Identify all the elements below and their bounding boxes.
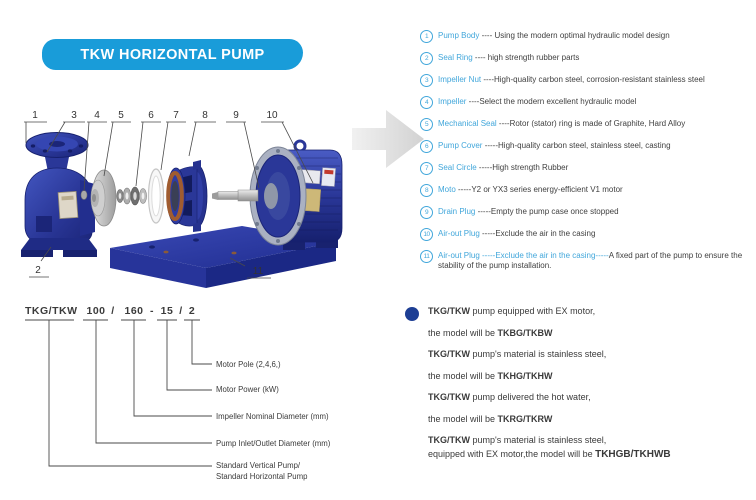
note-line: TKG/TKW pump equipped with EX motor, bbox=[428, 306, 596, 316]
circled-number: 11 bbox=[420, 250, 433, 263]
model-code-sep2: - bbox=[150, 305, 154, 317]
model-code-power: 15 bbox=[160, 305, 174, 317]
part-description: -----Exclude the air in the casing bbox=[479, 229, 596, 238]
part-description: ---- Using the modern optimal hydraulic model design bbox=[479, 31, 670, 40]
callout-number-4: 4 bbox=[94, 110, 100, 121]
note-line: the model will be TKHG/TKHW bbox=[428, 370, 553, 381]
part-description: ----Select the modern excellent hydraulic model bbox=[466, 97, 637, 106]
part-name: Pump Cover bbox=[438, 141, 483, 150]
mechanical-seal-illustration bbox=[117, 187, 147, 205]
callout-number-8: 8 bbox=[202, 110, 208, 121]
part-name: Drain Plug bbox=[438, 207, 476, 216]
pump-cover-illustration bbox=[167, 160, 207, 232]
part-description: ----Rotor (stator) ring is made of Graphite, Hard Alloy bbox=[496, 119, 686, 128]
note-line: TKG/TKW pump's material is stainless steel, bbox=[428, 349, 607, 359]
callout-number-7: 7 bbox=[173, 110, 179, 121]
label-motor-power: Motor Power (kW) bbox=[216, 385, 279, 394]
circled-number: 8 bbox=[420, 184, 433, 197]
circled-number: 9 bbox=[420, 206, 433, 219]
list-item bbox=[420, 119, 754, 131]
model-code-series: TKG/TKW bbox=[25, 305, 78, 317]
list-item bbox=[420, 185, 754, 197]
note-line: TKG/TKW pump's material is stainless steel, bbox=[428, 435, 607, 445]
part-description: ---- high strength rubber parts bbox=[472, 53, 580, 62]
circled-number: 1 bbox=[420, 30, 433, 43]
part-name: Impeller bbox=[438, 97, 467, 106]
part-name: Impeller Nut bbox=[438, 75, 482, 84]
part-name: Air-out Plug bbox=[438, 229, 480, 238]
part-description: -----Empty the pump case once stopped bbox=[475, 207, 619, 216]
part-description: -----Y2 or YX3 series energy-efficient V1 motor bbox=[455, 185, 623, 194]
circled-number: 4 bbox=[420, 96, 433, 109]
part-description: A fixed part of the pump to ensure the stability of the pump installation. bbox=[438, 251, 743, 270]
list-item bbox=[420, 31, 754, 43]
callout-number-5: 5 bbox=[118, 110, 124, 121]
model-code-sep1: / bbox=[111, 305, 115, 317]
circled-number: 2 bbox=[420, 52, 433, 65]
callout-number-9: 9 bbox=[233, 110, 239, 121]
list-item bbox=[420, 53, 754, 65]
label-motor-pole: Motor Pole (2,4,6,) bbox=[216, 360, 281, 369]
model-code-inlet: 100 bbox=[86, 305, 106, 317]
model-code-pole: 2 bbox=[188, 305, 196, 317]
part-description: -----High strength Rubber bbox=[476, 163, 569, 172]
label-pump-type-1: Standard Vertical Pump/ bbox=[216, 461, 301, 470]
part-name: Seal Ring bbox=[438, 53, 473, 62]
list-item bbox=[420, 163, 754, 175]
list-item bbox=[420, 251, 754, 271]
bullet-icon bbox=[405, 307, 419, 321]
part-description: -----High-quality carbon steel, stainless steel, casting bbox=[482, 141, 671, 150]
circled-number: 5 bbox=[420, 118, 433, 131]
exploded-view-diagram bbox=[0, 92, 430, 292]
part-name: Moto bbox=[438, 185, 456, 194]
circled-number: 10 bbox=[420, 228, 433, 241]
part-name: Seal Circle bbox=[438, 163, 477, 172]
list-item bbox=[420, 207, 754, 219]
model-code-impeller: 160 bbox=[124, 305, 144, 317]
part-name: Pump Body bbox=[438, 31, 480, 40]
list-item bbox=[420, 75, 754, 87]
callout-number-6: 6 bbox=[148, 110, 154, 121]
label-inlet-diameter: Pump Inlet/Outlet Diameter (mm) bbox=[216, 439, 331, 448]
impeller-nut-illustration bbox=[81, 191, 87, 200]
part-description: ----High-quality carbon steel, corrosion-resistant stainless steel bbox=[481, 75, 705, 84]
parts-list bbox=[420, 31, 754, 271]
part-name: Air-out Plug -----Exclude the air in the casing----- bbox=[438, 251, 609, 260]
arrow-right-icon bbox=[352, 110, 424, 168]
circled-number: 7 bbox=[420, 162, 433, 175]
note-line: the model will be TKBG/TKBW bbox=[428, 327, 553, 338]
model-code-diagram bbox=[15, 295, 390, 495]
callout-number-2: 2 bbox=[35, 265, 41, 276]
note-line: the model will be TKRG/TKRW bbox=[428, 413, 553, 424]
part-name: Mechanical Seal bbox=[438, 119, 497, 128]
callout-number-11: 11 bbox=[252, 266, 264, 277]
note-line: equipped with EX motor,the model will be TKHGB/TKHWB bbox=[428, 449, 671, 460]
list-item bbox=[420, 141, 754, 153]
seal-circle-illustration bbox=[149, 169, 164, 223]
page-title: TKW HORIZONTAL PUMP bbox=[42, 39, 303, 70]
model-code-sep3: / bbox=[179, 305, 183, 317]
list-item bbox=[420, 229, 754, 241]
callout-number-1: 1 bbox=[32, 110, 38, 121]
circled-number: 6 bbox=[420, 140, 433, 153]
callout-number-3: 3 bbox=[71, 110, 77, 121]
label-impeller-diameter: Impeller Nominal Diameter (mm) bbox=[216, 412, 329, 421]
note-line: TKG/TKW pump delivered the hot water, bbox=[428, 392, 591, 402]
circled-number: 3 bbox=[420, 74, 433, 87]
model-notes bbox=[400, 305, 750, 471]
list-item bbox=[420, 97, 754, 109]
label-pump-type-2: Standard Horizontal Pump bbox=[216, 472, 308, 481]
callout-number-10: 10 bbox=[266, 110, 278, 121]
